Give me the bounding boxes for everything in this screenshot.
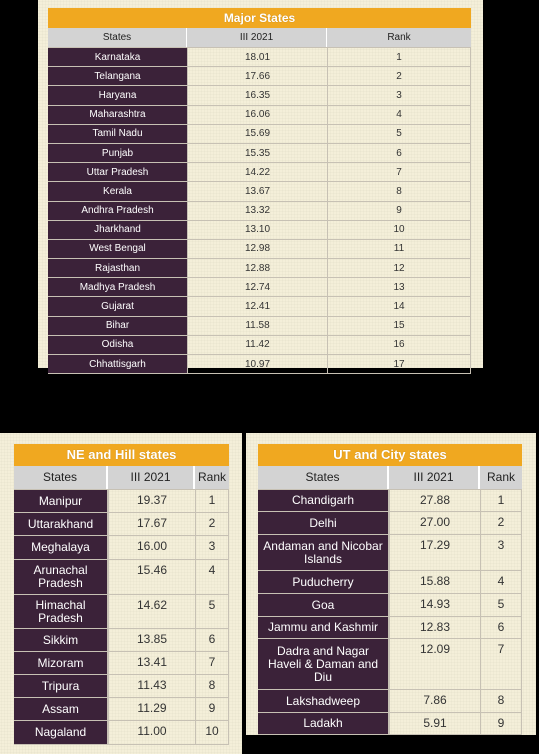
table-row — [48, 354, 471, 373]
header-rank: Rank — [480, 466, 522, 489]
index-value: 11.58 — [187, 317, 327, 335]
rank-value: 1 — [327, 48, 471, 66]
table-row — [48, 85, 471, 104]
index-value: 12.98 — [187, 240, 327, 258]
rank-value: 9 — [480, 713, 522, 734]
header-states: States — [48, 28, 187, 47]
table-row — [258, 712, 522, 734]
state-name: Karnataka — [48, 48, 187, 66]
index-value: 5.91 — [389, 713, 480, 734]
table-row — [14, 628, 229, 651]
ne-header-row — [14, 466, 229, 489]
rank-value: 2 — [480, 512, 522, 534]
rank-value: 8 — [195, 675, 229, 697]
table-row — [48, 162, 471, 181]
rank-value: 3 — [195, 536, 229, 559]
ut-city-states-title: UT and City states — [258, 444, 522, 466]
state-name: Assam — [14, 698, 108, 720]
state-name: West Bengal — [48, 240, 187, 258]
index-value: 27.00 — [389, 512, 480, 534]
state-name: Sikkim — [14, 629, 108, 651]
rank-value: 4 — [327, 106, 471, 124]
major-states-table — [48, 8, 471, 374]
state-name: Bihar — [48, 317, 187, 335]
table-row — [14, 489, 229, 512]
state-name: Meghalaya — [14, 536, 108, 559]
header-index: III 2021 — [108, 466, 195, 489]
index-value: 13.10 — [187, 221, 327, 239]
table-row — [48, 181, 471, 200]
table-row — [258, 570, 522, 593]
state-name: Arunachal Pradesh — [14, 560, 108, 594]
table-row — [258, 511, 522, 534]
table-row — [258, 616, 522, 638]
state-name: Manipur — [14, 490, 108, 512]
ut-header-row — [258, 466, 522, 489]
index-value: 15.88 — [389, 571, 480, 593]
rank-value: 7 — [327, 163, 471, 181]
rank-value: 9 — [195, 698, 229, 720]
state-name: Maharashtra — [48, 106, 187, 124]
index-value: 12.41 — [187, 297, 327, 315]
state-name: Goa — [258, 594, 389, 616]
index-value: 11.42 — [187, 336, 327, 354]
index-value: 7.86 — [389, 690, 480, 712]
table-row — [258, 689, 522, 712]
state-name: Haryana — [48, 86, 187, 104]
state-name: Chhattisgarh — [48, 355, 187, 373]
ne-hill-states-title: NE and Hill states — [14, 444, 229, 466]
state-name: Andaman and Nicobar Islands — [258, 535, 389, 570]
ne-hill-states-table — [14, 444, 229, 745]
index-value: 11.29 — [108, 698, 195, 720]
rank-value: 16 — [327, 336, 471, 354]
state-name: Lakshadweep — [258, 690, 389, 712]
rank-value: 7 — [195, 652, 229, 674]
table-row — [14, 559, 229, 594]
rank-value: 4 — [195, 560, 229, 594]
major-table-body — [48, 47, 471, 374]
index-value: 18.01 — [187, 48, 327, 66]
state-name: Delhi — [258, 512, 389, 534]
rank-value: 10 — [327, 221, 471, 239]
table-row — [14, 594, 229, 628]
table-row — [48, 277, 471, 296]
major-states-title: Major States — [48, 8, 471, 28]
state-name: Punjab — [48, 144, 187, 162]
header-states: States — [14, 466, 108, 489]
index-value: 13.41 — [108, 652, 195, 674]
state-name: Uttarakhand — [14, 513, 108, 535]
index-value: 15.69 — [187, 125, 327, 143]
header-rank: Rank — [195, 466, 229, 489]
header-index: III 2021 — [389, 466, 480, 489]
state-name: Telangana — [48, 67, 187, 85]
state-name: Ladakh — [258, 713, 389, 734]
state-name: Madhya Pradesh — [48, 278, 187, 296]
state-name: Odisha — [48, 336, 187, 354]
state-name: Nagaland — [14, 721, 108, 744]
index-value: 27.88 — [389, 490, 480, 511]
table-row — [48, 143, 471, 162]
table-row — [48, 335, 471, 354]
table-row — [48, 105, 471, 124]
rank-value: 11 — [327, 240, 471, 258]
major-header-row — [48, 28, 471, 47]
table-row — [48, 66, 471, 85]
table-row — [258, 638, 522, 689]
index-value: 12.74 — [187, 278, 327, 296]
header-rank: Rank — [327, 28, 471, 47]
rank-value: 1 — [195, 490, 229, 512]
index-value: 10.97 — [187, 355, 327, 373]
rank-value: 8 — [480, 690, 522, 712]
rank-value: 15 — [327, 317, 471, 335]
table-row — [14, 651, 229, 674]
index-value: 12.83 — [389, 617, 480, 638]
rank-value: 14 — [327, 297, 471, 315]
table-row — [48, 124, 471, 143]
state-name: Jharkhand — [48, 221, 187, 239]
rank-value: 2 — [327, 67, 471, 85]
rank-value: 10 — [195, 721, 229, 744]
table-row — [14, 535, 229, 559]
table-row — [48, 258, 471, 277]
state-name: Andhra Pradesh — [48, 202, 187, 220]
rank-value: 17 — [327, 355, 471, 373]
rank-value: 2 — [195, 513, 229, 535]
table-row — [258, 593, 522, 616]
index-value: 17.66 — [187, 67, 327, 85]
index-value: 15.35 — [187, 144, 327, 162]
table-row — [14, 697, 229, 720]
rank-value: 6 — [195, 629, 229, 651]
rank-value: 7 — [480, 639, 522, 689]
rank-value: 9 — [327, 202, 471, 220]
state-name: Himachal Pradesh — [14, 595, 108, 628]
table-row — [48, 201, 471, 220]
state-name: Gujarat — [48, 297, 187, 315]
rank-value: 5 — [195, 595, 229, 628]
rank-value: 6 — [327, 144, 471, 162]
state-name: Uttar Pradesh — [48, 163, 187, 181]
index-value: 11.43 — [108, 675, 195, 697]
index-value: 11.00 — [108, 721, 195, 744]
index-value: 16.00 — [108, 536, 195, 559]
rank-value: 8 — [327, 182, 471, 200]
rank-value: 4 — [480, 571, 522, 593]
rank-value: 5 — [480, 594, 522, 616]
state-name: Rajasthan — [48, 259, 187, 277]
rank-value: 1 — [480, 490, 522, 511]
rank-value: 12 — [327, 259, 471, 277]
index-value: 14.93 — [389, 594, 480, 616]
state-name: Kerala — [48, 182, 187, 200]
table-row — [258, 534, 522, 570]
state-name: Dadra and Nagar Haveli & Daman and Diu — [258, 639, 389, 689]
state-name: Tamil Nadu — [48, 125, 187, 143]
index-value: 17.67 — [108, 513, 195, 535]
state-name: Puducherry — [258, 571, 389, 593]
ut-table-body — [258, 489, 522, 735]
table-row — [14, 674, 229, 697]
rank-value: 3 — [327, 86, 471, 104]
index-value: 13.32 — [187, 202, 327, 220]
state-name: Mizoram — [14, 652, 108, 674]
index-value: 16.06 — [187, 106, 327, 124]
rank-value: 3 — [480, 535, 522, 570]
table-row — [48, 316, 471, 335]
rank-value: 6 — [480, 617, 522, 638]
index-value: 16.35 — [187, 86, 327, 104]
index-value: 19.37 — [108, 490, 195, 512]
table-row — [48, 47, 471, 66]
ne-table-body — [14, 489, 229, 745]
state-name: Chandigarh — [258, 490, 389, 511]
index-value: 15.46 — [108, 560, 195, 594]
rank-value: 13 — [327, 278, 471, 296]
header-states: States — [258, 466, 389, 489]
index-value: 14.22 — [187, 163, 327, 181]
table-row — [48, 220, 471, 239]
rank-value: 5 — [327, 125, 471, 143]
index-value: 14.62 — [108, 595, 195, 628]
table-row — [48, 239, 471, 258]
index-value: 13.85 — [108, 629, 195, 651]
header-index: III 2021 — [187, 28, 327, 47]
index-value: 12.09 — [389, 639, 480, 689]
index-value: 13.67 — [187, 182, 327, 200]
index-value: 12.88 — [187, 259, 327, 277]
state-name: Jammu and Kashmir — [258, 617, 389, 638]
table-row — [258, 489, 522, 511]
index-value: 17.29 — [389, 535, 480, 570]
table-row — [48, 296, 471, 315]
ut-city-states-table — [258, 444, 522, 735]
state-name: Tripura — [14, 675, 108, 697]
table-row — [14, 720, 229, 744]
table-row — [14, 512, 229, 535]
